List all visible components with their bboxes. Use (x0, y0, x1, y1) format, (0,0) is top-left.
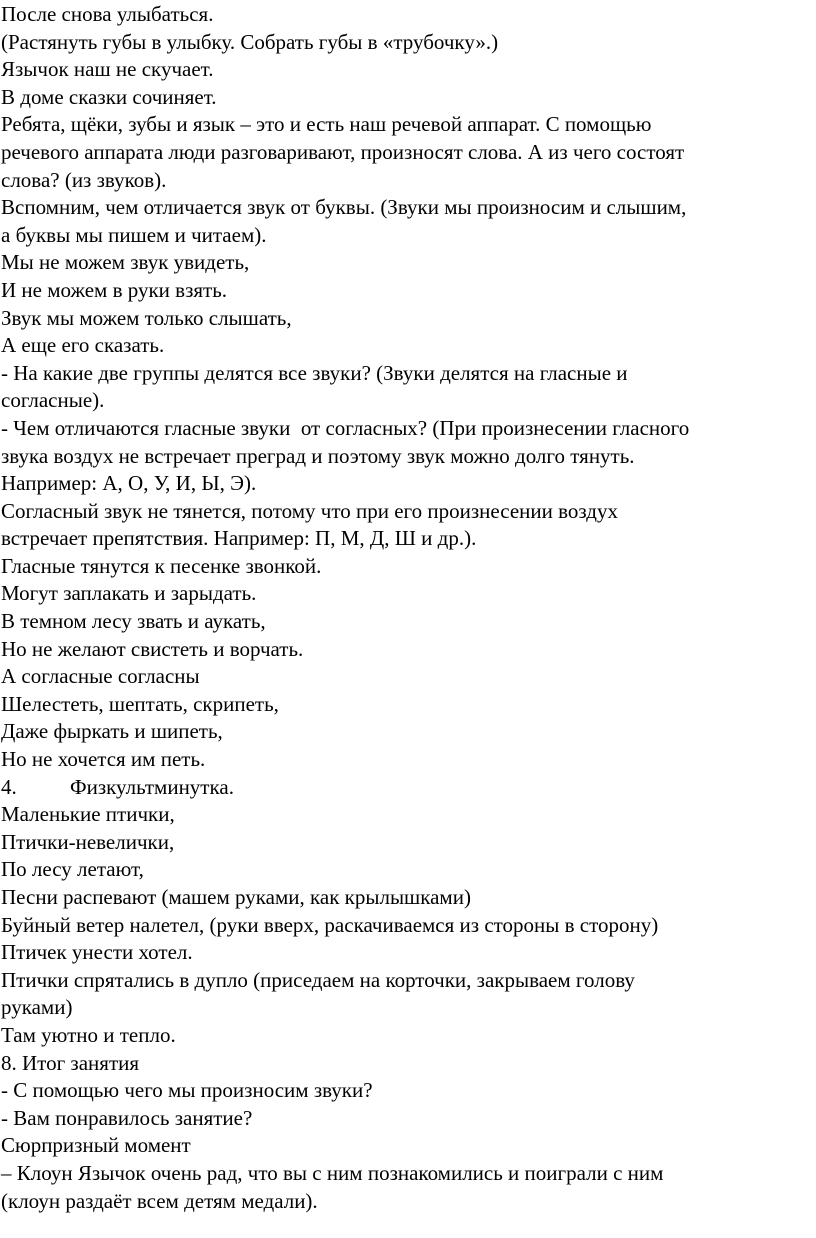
text-line: Могут заплакать и зарыдать. (1, 581, 257, 606)
text-line: А согласные согласны (1, 664, 200, 689)
text-line: Маленькие птички, (1, 802, 175, 827)
text-line: Птички спрятались в дупло (приседаем на корточки, закрываем голову (1, 967, 635, 992)
text-line: – Клоун Язычок очень рад, что вы с ним познакомились и поиграли с ним (1, 1160, 664, 1185)
text-line: встречает препятствия. Например: П, М, Д, Ш и др.). (1, 526, 477, 551)
text-line: слова? (из звуков). (1, 167, 167, 192)
text-line: речевого аппарата люди разговаривают, произносят слова. А из чего состоят (1, 139, 685, 164)
text-block-2 (1, 801, 816, 1215)
text-line: Но не желают свистеть и ворчать. (1, 636, 304, 661)
text-line: По лесу летают, (1, 857, 144, 882)
text-line: а буквы мы пишем и читаем). (1, 222, 267, 247)
section-heading-4 (1, 774, 816, 802)
text-line: Сюрпризный момент (1, 1133, 191, 1158)
text-line: Даже фыркать и шипеть, (1, 719, 223, 744)
text-block-1 (1, 1, 816, 774)
text-line: Язычок наш не скучает. (1, 57, 214, 82)
text-line: В доме сказки сочиняет. (1, 84, 217, 109)
text-line: (клоун раздаёт всем детям медали). (1, 1188, 318, 1213)
text-line: Например: А, О, У, И, Ы, Э). (1, 471, 257, 496)
text-line: Но не хочется им петь. (1, 747, 206, 772)
text-line: В темном лесу звать и аукать, (1, 609, 266, 634)
text-line: Шелестеть, шептать, скрипеть, (1, 691, 279, 716)
text-line: Вспомним, чем отличается звук от буквы. (Звуки мы произносим и слышим, (1, 195, 687, 220)
text-line: Птичек унести хотел. (1, 940, 193, 965)
text-line: - Вам понравилось занятие? (1, 1105, 253, 1130)
text-line: Гласные тянутся к песенке звонкой. (1, 553, 322, 578)
text-line: Птички-невелички, (1, 829, 175, 854)
section-title: Физкультминутка. (70, 774, 234, 799)
text-line: Там уютно и тепло. (1, 1022, 176, 1047)
text-line: Буйный ветер налетел, (руки вверх, раскачиваемся из стороны в сторону) (1, 912, 659, 937)
text-line: - С помощью чего мы произносим звуки? (1, 1078, 373, 1103)
section-number: 4. (1, 774, 17, 799)
text-line: Ребята, щёки, зубы и язык – это и есть наш речевой аппарат. С помощью (1, 112, 652, 137)
text-line: Звук мы можем только слышать, (1, 305, 292, 330)
text-line: звука воздух не встречает преград и поэтому звук можно долго тянуть. (1, 443, 635, 468)
text-line: согласные). (1, 388, 105, 413)
text-line: - На какие две группы делятся все звуки? (Звуки делятся на гласные и (1, 360, 628, 385)
section-heading-8: 8. Итог занятия (1, 1050, 140, 1075)
text-line: После снова улыбаться. (1, 2, 214, 26)
text-line: Мы не можем звук увидеть, (1, 250, 250, 275)
text-line: Песни распевают (машем руками, как крылышками) (1, 885, 471, 909)
text-line: - Чем отличаются гласные звуки от согласных? (При произнесении гласного (1, 415, 690, 440)
text-line: А еще его сказать. (1, 333, 165, 358)
text-line: (Растянуть губы в улыбку. Собрать губы в «трубочку».) (1, 29, 499, 54)
text-line: И не можем в руки взять. (1, 277, 228, 302)
text-line: Согласный звук не тянется, потому что при его произнесении воздух (1, 498, 618, 523)
text-line: руками) (1, 995, 73, 1020)
